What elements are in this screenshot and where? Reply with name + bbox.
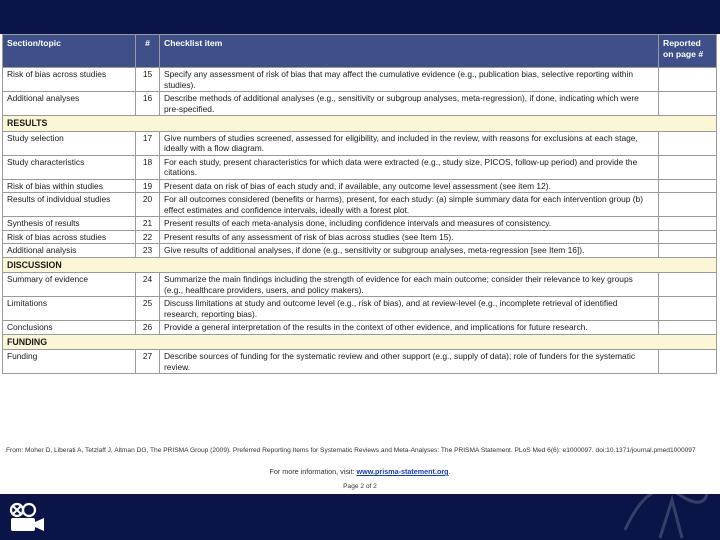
row-number: 27 bbox=[136, 350, 160, 374]
page-number: Page 2 of 2 bbox=[343, 483, 377, 490]
row-topic: Conclusions bbox=[3, 321, 136, 335]
row-reported-page bbox=[659, 350, 717, 374]
citation-footnote: From: Moher D, Liberati A, Tetzlaff J, Altman DG, The PRISMA Group (2009). Preferred Reporting Items for Systematic Reviews and Meta-Analyses: The PRISMA Statement. PLoS Med 6(6): e1000097. doi:10.1371/journal.pmed1000097 bbox=[6, 447, 696, 454]
checklist-page bbox=[0, 34, 720, 494]
table-row bbox=[3, 230, 717, 244]
table-row bbox=[3, 193, 717, 217]
section-label: DISCUSSION bbox=[3, 257, 717, 273]
table-row bbox=[3, 155, 717, 179]
table-row bbox=[3, 92, 717, 116]
row-topic: Study selection bbox=[3, 131, 136, 155]
table-row bbox=[3, 321, 717, 335]
row-reported-page bbox=[659, 297, 717, 321]
section-row bbox=[3, 334, 717, 350]
header-number: # bbox=[136, 35, 160, 68]
table-row bbox=[3, 244, 717, 258]
section-label: FUNDING bbox=[3, 334, 717, 350]
row-number: 21 bbox=[136, 217, 160, 231]
table-body bbox=[3, 68, 717, 374]
section-row bbox=[3, 116, 717, 132]
row-number: 17 bbox=[136, 131, 160, 155]
row-number: 15 bbox=[136, 68, 160, 92]
row-reported-page bbox=[659, 321, 717, 335]
table-row bbox=[3, 350, 717, 374]
row-number: 22 bbox=[136, 230, 160, 244]
row-reported-page bbox=[659, 273, 717, 297]
row-reported-page bbox=[659, 155, 717, 179]
table-header-row bbox=[3, 35, 717, 68]
more-info-line bbox=[0, 467, 720, 476]
row-topic: Summary of evidence bbox=[3, 273, 136, 297]
row-reported-page bbox=[659, 230, 717, 244]
row-reported-page bbox=[659, 92, 717, 116]
row-checklist-text: Give results of additional analyses, if done (e.g., sensitivity or subgroup analyses, meta-regression [see Item 16]). bbox=[160, 244, 659, 258]
row-number: 26 bbox=[136, 321, 160, 335]
header-reported-on-page: Reported on page # bbox=[659, 35, 717, 68]
row-topic: Synthesis of results bbox=[3, 217, 136, 231]
row-number: 20 bbox=[136, 193, 160, 217]
section-row bbox=[3, 257, 717, 273]
table-row bbox=[3, 273, 717, 297]
row-number: 24 bbox=[136, 273, 160, 297]
row-checklist-text: Present results of each meta-analysis done, including confidence intervals and measures of consistency. bbox=[160, 217, 659, 231]
row-checklist-text: Present data on risk of bias of each study and, if available, any outcome level assessment (see item 12). bbox=[160, 179, 659, 193]
top-band bbox=[0, 0, 720, 34]
header-checklist-item: Checklist item bbox=[160, 35, 659, 68]
row-topic: Study characteristics bbox=[3, 155, 136, 179]
row-topic: Funding bbox=[3, 350, 136, 374]
row-topic: Limitations bbox=[3, 297, 136, 321]
row-reported-page bbox=[659, 131, 717, 155]
bottom-bar bbox=[0, 494, 720, 540]
row-checklist-text: Discuss limitations at study and outcome level (e.g., risk of bias), and at review-level (e.g., incomplete retrieval of identified research, reporting bias). bbox=[160, 297, 659, 321]
row-checklist-text: For each study, present characteristics for which data were extracted (e.g., study size, PICOS, follow-up period) and provide the citations. bbox=[160, 155, 659, 179]
row-topic: Risk of bias across studies bbox=[3, 68, 136, 92]
row-reported-page bbox=[659, 68, 717, 92]
row-topic: Risk of bias across studies bbox=[3, 230, 136, 244]
camera-crossed-icon bbox=[8, 502, 48, 534]
more-info-text: For more information, visit: bbox=[269, 467, 355, 476]
row-number: 23 bbox=[136, 244, 160, 258]
prisma-checklist-table bbox=[2, 34, 717, 374]
row-checklist-text: Provide a general interpretation of the results in the context of other evidence, and implications for future research. bbox=[160, 321, 659, 335]
row-number: 16 bbox=[136, 92, 160, 116]
row-reported-page bbox=[659, 193, 717, 217]
row-topic: Risk of bias within studies bbox=[3, 179, 136, 193]
prisma-website-link[interactable]: www.prisma-statement.org bbox=[356, 467, 449, 476]
row-checklist-text: For all outcomes considered (benefits or harms), present, for each study: (a) simple summary data for each intervention group (b) effect estimates and confidence intervals, ideally with a forest plot. bbox=[160, 193, 659, 217]
row-reported-page bbox=[659, 244, 717, 258]
table-row bbox=[3, 297, 717, 321]
row-topic: Results of individual studies bbox=[3, 193, 136, 217]
row-reported-page bbox=[659, 179, 717, 193]
section-label: RESULTS bbox=[3, 116, 717, 132]
table-row bbox=[3, 179, 717, 193]
row-checklist-text: Specify any assessment of risk of bias that may affect the cumulative evidence (e.g., publication bias, selective reporting within studies). bbox=[160, 68, 659, 92]
watermark-decoration bbox=[620, 470, 710, 540]
row-checklist-text: Summarize the main findings including the strength of evidence for each main outcome; consider their relevance to key groups (e.g., healthcare providers, users, and policy makers). bbox=[160, 273, 659, 297]
row-number: 18 bbox=[136, 155, 160, 179]
row-checklist-text: Describe sources of funding for the systematic review and other support (e.g., supply of data); role of funders for the systematic review. bbox=[160, 350, 659, 374]
row-topic: Additional analyses bbox=[3, 92, 136, 116]
table-row bbox=[3, 68, 717, 92]
table-row bbox=[3, 217, 717, 231]
row-number: 19 bbox=[136, 179, 160, 193]
row-checklist-text: Present results of any assessment of risk of bias across studies (see Item 15). bbox=[160, 230, 659, 244]
table-row bbox=[3, 131, 717, 155]
row-reported-page bbox=[659, 217, 717, 231]
header-section-topic: Section/topic bbox=[3, 35, 136, 68]
row-number: 25 bbox=[136, 297, 160, 321]
row-checklist-text: Give numbers of studies screened, assessed for eligibility, and included in the review, with reasons for exclusions at each stage, ideally with a flow diagram. bbox=[160, 131, 659, 155]
row-checklist-text: Describe methods of additional analyses (e.g., sensitivity or subgroup analyses, meta-regression), if done, indicating which were pre-specified. bbox=[160, 92, 659, 116]
row-topic: Additional analysis bbox=[3, 244, 136, 258]
link-suffix: . bbox=[448, 467, 451, 476]
